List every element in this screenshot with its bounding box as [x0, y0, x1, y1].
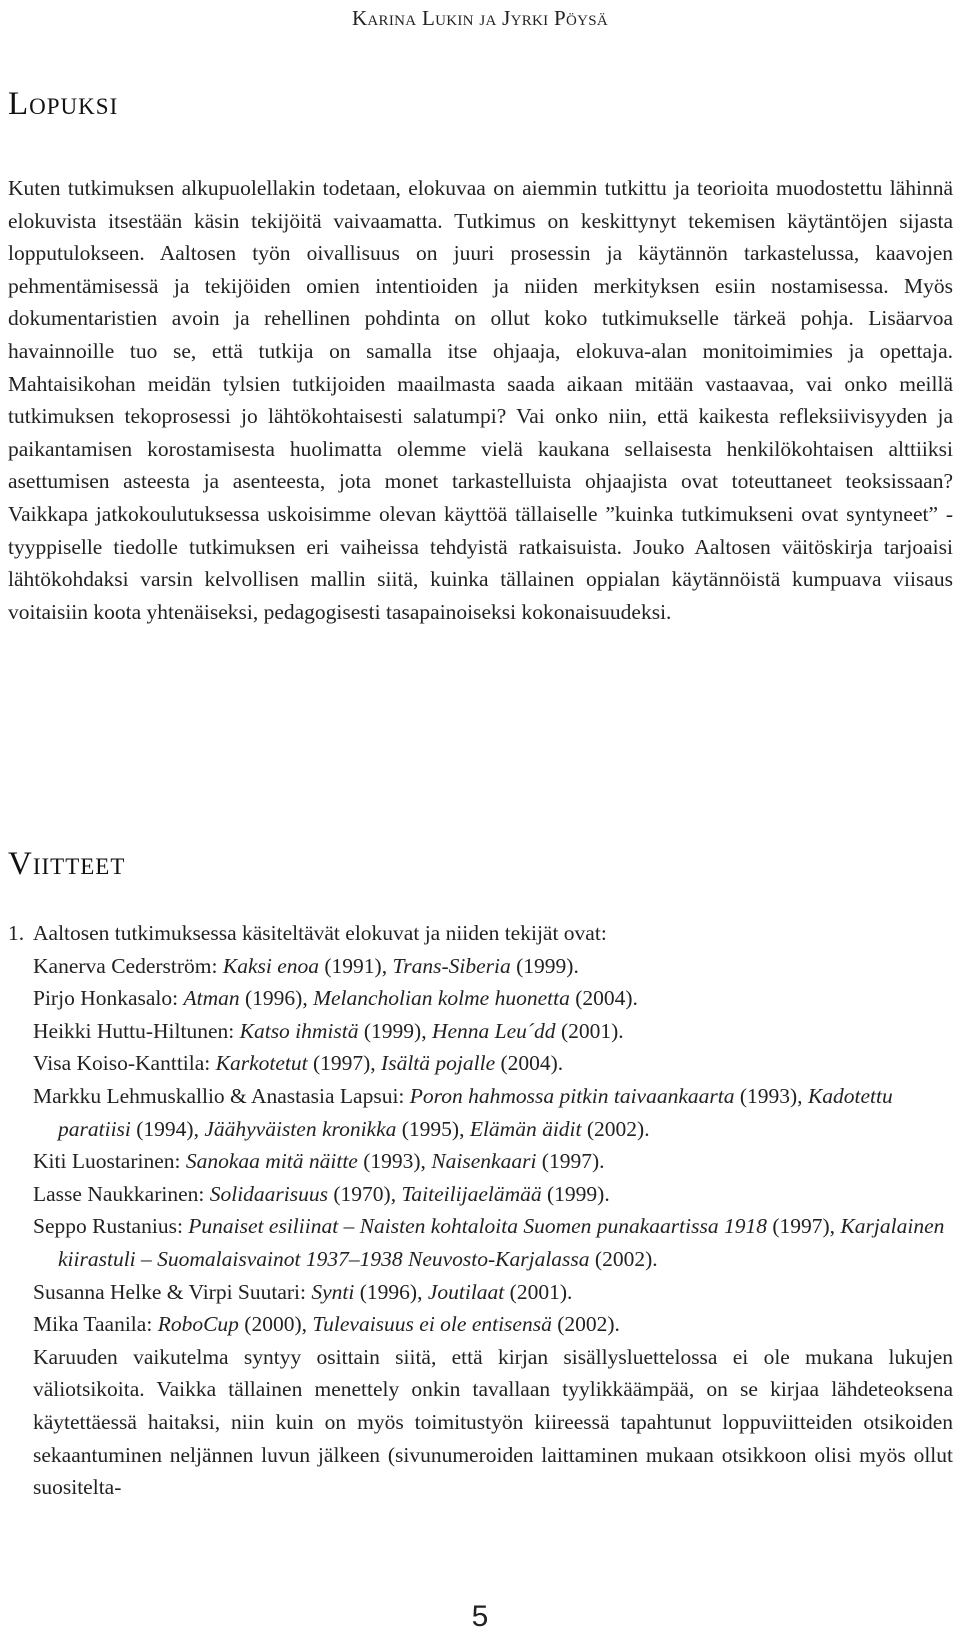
- film-title: Punaiset esiliinat – Naisten kohtaloita Suomen punakaartissa 1918: [188, 1214, 767, 1239]
- film-text: (1997).: [536, 1149, 605, 1174]
- film-list: [33, 950, 953, 1341]
- note-heading: Aaltosen tutkimuksessa käsiteltävät elokuvat ja niiden tekijät ovat:: [33, 921, 607, 945]
- film-title: Synti: [311, 1279, 355, 1304]
- film-text: (2002).: [581, 1116, 650, 1141]
- film-title: Atman: [183, 986, 240, 1011]
- film-text: (2004).: [569, 986, 638, 1011]
- film-title: Elämän äidit: [469, 1116, 582, 1141]
- film-title: Karjalainen kiirastuli – Suomalaisvainot 1937–1938 Neuvosto-Karjalassa: [58, 1214, 945, 1271]
- film-title: Sanokaa mitä näitte: [185, 1149, 358, 1174]
- film-title: Kaksi enoa: [222, 953, 320, 978]
- film-text: Visa Koiso-Kanttila:: [33, 1051, 216, 1076]
- film-entry: [33, 1276, 953, 1309]
- film-title: Kadotettu paratiisi: [58, 1083, 893, 1141]
- film-entry: [33, 1015, 953, 1048]
- film-title: Trans-Siberia: [392, 953, 511, 978]
- film-title: Joutilaat: [427, 1279, 505, 1304]
- section-title-viitteet: Viitteet: [8, 846, 126, 882]
- film-title: Henna Leu´dd: [431, 1018, 556, 1043]
- film-title: Isältä pojalle: [381, 1051, 496, 1076]
- film-text: (1999).: [541, 1181, 610, 1206]
- film-text: Markku Lehmuskallio & Anastasia Lapsui:: [33, 1083, 410, 1108]
- film-title: RoboCup: [157, 1312, 239, 1337]
- film-text: (1991),: [319, 953, 393, 978]
- film-title: Naisenkaari: [431, 1149, 537, 1174]
- film-text: (1996),: [354, 1279, 428, 1304]
- film-text: Kiti Luostarinen:: [33, 1149, 186, 1174]
- film-title: Taiteilijaelämää: [401, 1181, 542, 1206]
- lopuksi-paragraph: Kuten tutkimuksen alkupuolellakin todetaan, elokuvaa on aiemmin tutkittu ja teorioita muodostettu lähinnä elokuvista itsestään käsin tekijöitä vaivaamatta. Tutkimus on keskittynyt tekemisen käytäntöjen sijasta lopputulokseen. Aaltosen työn oivallisuus on juuri prosessin ja käytännön tarkastelussa, kaavojen pehmentämisessä ja tekijöiden omien intentioiden ja niiden merkityksen esiin nostamisessa. Myös dokumentaristien avoin ja rehellinen pohdinta on ollut koko tutkimukselle tärkeä pohja. Lisäarvoa havainnoille tuo se, että tutkija on samalla itse ohjaaja, elokuva-alan monitoimimies ja opettaja. Mahtaisikohan meidän tylsien tutkijoiden maailmasta saada aikaan mitään vastaavaa, vai onko meillä tutkimuksen tekoprosessi jo lähtökohtaisesti salatumpi? Vai onko niin, että kaikesta refleksiivisyyden ja paikantamisen korostamisesta huolimatta olemme vielä kaukana sellaisesta henkilökohtaisen alttiiksi asettumisen asteesta ja asenteesta, jota monet tarkastelluista ohjaajista ovat toteuttaneet teoksissaan? Vaikkapa jatkokoulutuksessa uskoisimme olevan käyttöä tällaiselle ”kuinka tutkimukseni ovat syntyneet” -tyyppiselle tiedolle tutkimuksen eri vaiheissa tehdyistä ratkaisuista. Jouko Aaltosen väitöskirja tarjoaisi lähtökohdaksi varsin kelvollisen mallin siitä, kuinka tällainen oppialan käytännöistä kumpuava viisaus voitaisiin koota yhtenäiseksi, pedagogisesti tasapainoiseksi kokonaisuudeksi.: [8, 176, 953, 624]
- film-entry: [33, 1145, 953, 1178]
- note-number: 1.: [8, 921, 25, 945]
- film-entry: [33, 1210, 953, 1275]
- note-1: [8, 917, 953, 1341]
- film-text: (2004).: [495, 1051, 564, 1076]
- section-title-lopuksi: Lopuksi: [8, 86, 119, 122]
- film-title: Poron hahmossa pitkin taivaankaarta: [409, 1083, 735, 1108]
- page-number: 5: [471, 1600, 489, 1633]
- film-text: (1996),: [239, 986, 314, 1011]
- film-text: Mika Taanila:: [33, 1312, 158, 1337]
- film-text: (1999).: [510, 953, 579, 978]
- film-text: Pirjo Honkasalo:: [33, 986, 184, 1011]
- film-text: Lasse Naukkarinen:: [33, 1181, 210, 1206]
- film-text: (1994),: [130, 1116, 205, 1141]
- film-title: Jäähyväisten kronikka: [204, 1116, 397, 1141]
- film-text: (1995),: [396, 1116, 470, 1141]
- film-title: Tulevaisuus ei ole entisensä: [312, 1312, 552, 1337]
- film-entry: [33, 982, 953, 1015]
- film-text: Seppo Rustanius:: [33, 1214, 189, 1239]
- film-text: Heikki Huttu-Hiltunen:: [33, 1018, 240, 1043]
- film-title: Katso ihmistä: [239, 1018, 359, 1043]
- film-text: Kanerva Cederström:: [33, 953, 223, 978]
- note-2: [8, 1341, 953, 1504]
- film-text: (1993),: [734, 1083, 808, 1108]
- film-text: (2000),: [238, 1312, 313, 1337]
- note-number: [8, 1341, 33, 1374]
- film-entry: [33, 1080, 953, 1145]
- film-entry: [33, 1047, 953, 1080]
- film-entry: [33, 1308, 953, 1341]
- film-text: (2002).: [589, 1246, 658, 1271]
- film-text: (2002).: [551, 1312, 620, 1337]
- film-text: (1997),: [766, 1214, 841, 1239]
- film-text: Susanna Helke & Virpi Suutari:: [33, 1279, 312, 1304]
- note-text: Karuuden vaikutelma syntyy osittain siitä, että kirjan sisällysluettelossa ei ole mukana lukujen väliotsikoita. Vaikka tällainen menettely onkin tavallaan tyylikkäämpää, on se kirjaa lähdeteoksena käytettäessä haitaksi, niin kuin on myös toimitustyön kiireessä tapahtunut loppuviitteiden otsikoiden sekaantuminen neljännen luvun jälkeen (sivunumeroiden laittaminen mukaan otsikkoon olisi myös ollut suositelta-: [33, 1344, 953, 1500]
- notes-list: [8, 917, 953, 1504]
- film-text: (1997),: [307, 1051, 382, 1076]
- film-title: Solidaarisuus: [209, 1181, 328, 1206]
- film-text: (2001).: [504, 1279, 573, 1304]
- film-entry: [33, 1178, 953, 1211]
- running-head: Karina Lukin ja Jyrki Pöysä: [351, 6, 609, 30]
- film-text: (2001).: [555, 1018, 624, 1043]
- film-text: (1999),: [358, 1018, 432, 1043]
- film-entry: [33, 950, 953, 983]
- film-title: Karkotetut: [215, 1051, 308, 1076]
- film-text: (1970),: [328, 1181, 402, 1206]
- film-title: Melancholian kolme huonetta: [313, 986, 570, 1011]
- film-text: (1993),: [357, 1149, 432, 1174]
